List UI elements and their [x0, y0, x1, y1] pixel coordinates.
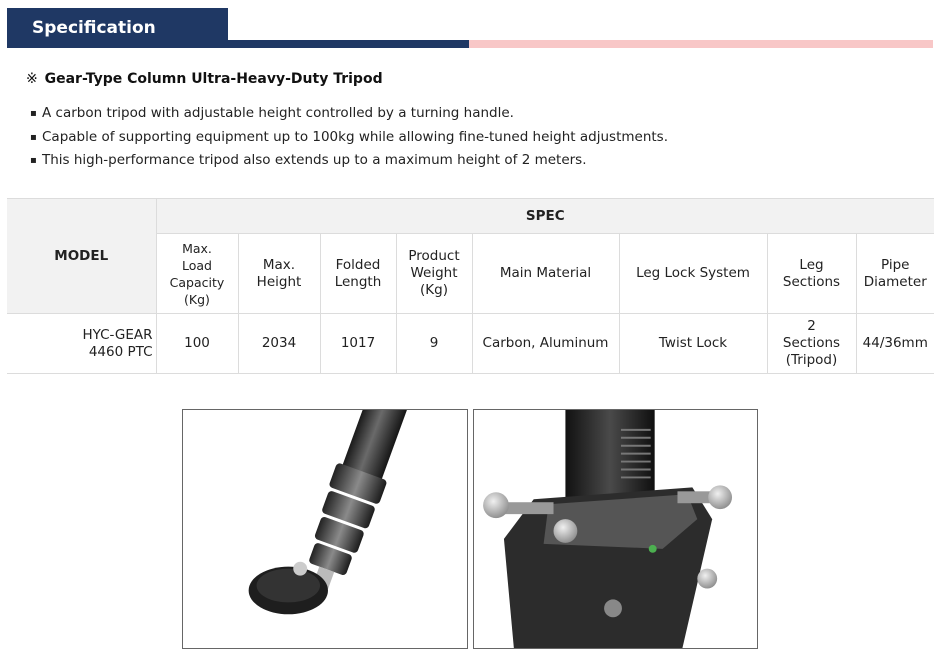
cell-leglock: Twist Lock	[619, 314, 767, 374]
cell-weight: 9	[396, 314, 472, 374]
column-header-folded: Folded Length	[320, 234, 396, 314]
product-title: Gear-Type Column Ultra-Heavy-Duty Tripod	[44, 71, 383, 87]
cell-load: 100	[156, 314, 238, 374]
column-header-load: Max. Load Capacity (Kg)	[156, 234, 238, 314]
list-item	[30, 150, 668, 174]
cell-sections: 2 Sections (Tripod)	[767, 314, 856, 374]
photo-leg-foot	[182, 409, 468, 649]
header-bar-navy	[7, 40, 469, 48]
table-row	[7, 314, 934, 374]
column-header-pipe: Pipe Diameter	[856, 234, 934, 314]
section-title-tab: Specification	[7, 8, 228, 48]
header-bar-pink	[469, 40, 933, 48]
bullet-icon: ▪	[30, 131, 37, 143]
model-header: MODEL	[7, 199, 156, 314]
cell-material: Carbon, Aluminum	[472, 314, 619, 374]
column-header-leglock: Leg Lock System	[619, 234, 767, 314]
list-item	[30, 127, 668, 151]
tripod-head-illustration	[474, 410, 757, 648]
bullet-icon: ▪	[30, 155, 37, 166]
cell-height: 2034	[238, 314, 320, 374]
spec-header: SPEC	[156, 199, 934, 234]
tripod-leg-illustration	[183, 410, 467, 648]
feature-text: This high-performance tripod also extends up to a maximum height of 2 meters.	[42, 152, 587, 168]
column-header-material: Main Material	[472, 234, 619, 314]
spec-table	[7, 198, 934, 374]
column-header-height: Max. Height	[238, 234, 320, 314]
column-header-sections: Leg Sections	[767, 234, 856, 314]
reference-mark: ※	[26, 71, 38, 87]
list-item	[30, 103, 668, 127]
cell-model: HYC-GEAR 4460 PTC	[7, 314, 156, 374]
cell-folded: 1017	[320, 314, 396, 374]
bullet-icon: ▪	[30, 108, 37, 119]
cell-pipe: 44/36mm	[856, 314, 934, 374]
product-heading	[26, 71, 383, 87]
photo-tripod-head	[473, 409, 758, 649]
feature-text: Capable of supporting equipment up to 100kg while allowing fine-tuned height adjustments.	[42, 128, 668, 145]
column-header-weight: Product Weight (Kg)	[396, 234, 472, 314]
feature-list	[30, 103, 668, 174]
feature-text: A carbon tripod with adjustable height controlled by a turning handle.	[42, 105, 514, 121]
